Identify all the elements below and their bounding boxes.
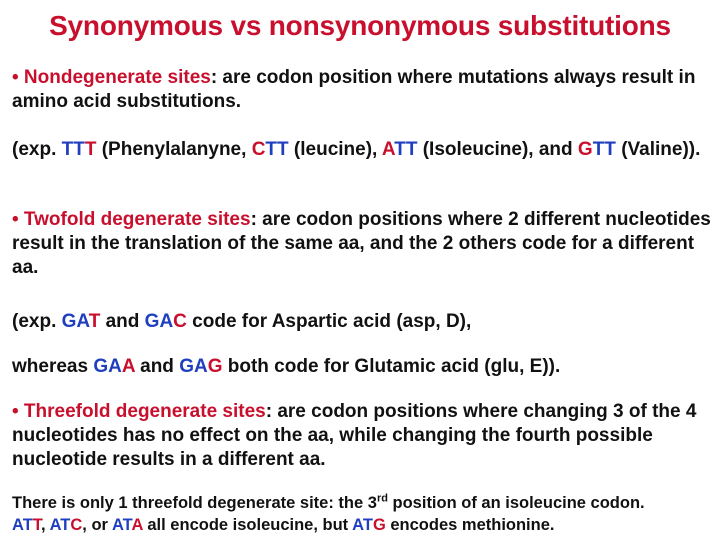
threefold-paragraph — [12, 400, 712, 472]
nondegenerate-example — [12, 138, 712, 162]
codon-suffix: T — [32, 516, 42, 534]
codon-suffix: A — [131, 516, 143, 534]
example-text: whereas — [12, 356, 94, 377]
codon-prefix: C — [251, 139, 266, 160]
example-text: code for Aspartic acid (asp, D), — [186, 311, 472, 332]
nondegenerate-text: : are codon position where mutations always result in amino acid substitutions. — [12, 67, 696, 112]
codon-prefix: AT — [49, 516, 71, 534]
threefold-footnote — [12, 492, 712, 536]
example-text: (leucine), — [288, 139, 382, 160]
codon-suffix: G — [207, 356, 223, 377]
footnote-text: , — [41, 516, 50, 534]
codon-prefix: G — [577, 139, 593, 160]
example-text: both code for Glutamic acid (glu, E)). — [222, 356, 561, 377]
example-text: (Isoleucine), and — [417, 139, 578, 160]
footnote-text: all encode isoleucine, but — [142, 516, 353, 534]
footnote-text: There is only 1 threefold degenerate site: the 3 — [12, 494, 377, 512]
slide-title: Synonymous vs nonsynonymous substitutions — [49, 10, 671, 41]
example-text: (Phenylalanyne, — [96, 139, 252, 160]
threefold-heading: • Threefold degenerate sites — [12, 401, 266, 422]
codon-suffix: TT — [394, 139, 418, 160]
codon-suffix: C — [173, 311, 187, 332]
codon-suffix: T — [84, 139, 97, 160]
codon-suffix: TT — [592, 139, 616, 160]
example-text: and — [134, 356, 180, 377]
twofold-text: : are codon positions where 2 different nucleotides result in the translation of the same aa, and the 2 others code for a different aa. — [12, 209, 711, 278]
example-text: (exp. — [12, 311, 62, 332]
twofold-heading: • Twofold degenerate sites — [12, 209, 251, 230]
codon-prefix: GA — [61, 311, 89, 332]
codon-suffix: A — [121, 356, 135, 377]
codon-prefix: AT — [352, 516, 373, 534]
footnote-text: encodes methionine. — [385, 516, 555, 534]
codon-suffix: G — [372, 516, 386, 534]
twofold-example-1 — [12, 310, 712, 334]
codon-prefix: GA — [179, 356, 208, 377]
footnote-text: , or — [82, 516, 112, 534]
footnote-text: position of an isoleucine codon. — [387, 494, 645, 512]
nondegenerate-paragraph — [12, 66, 712, 114]
codon-prefix: TT — [61, 139, 85, 160]
threefold-text: : are codon positions where changing 3 of the 4 nucleotides has no effect on the aa, while changing the fourth possible nucleotide results in a different aa. — [12, 401, 697, 470]
codon-prefix: GA — [93, 356, 122, 377]
nondegenerate-heading: • Nondegenerate sites — [12, 67, 211, 88]
codon-prefix: A — [381, 139, 395, 160]
twofold-example-2 — [12, 355, 712, 379]
codon-suffix: TT — [265, 139, 289, 160]
codon-suffix: T — [88, 311, 101, 332]
codon-prefix: AT — [111, 516, 132, 534]
codon-prefix: AT — [12, 516, 33, 534]
example-text: (exp. — [12, 139, 62, 160]
ordinal-superscript: rd — [376, 492, 388, 505]
codon-prefix: GA — [144, 311, 174, 332]
twofold-paragraph — [12, 208, 712, 280]
example-text: and — [100, 311, 145, 332]
codon-suffix: C — [70, 516, 83, 534]
example-text: (Valine)). — [615, 139, 701, 160]
